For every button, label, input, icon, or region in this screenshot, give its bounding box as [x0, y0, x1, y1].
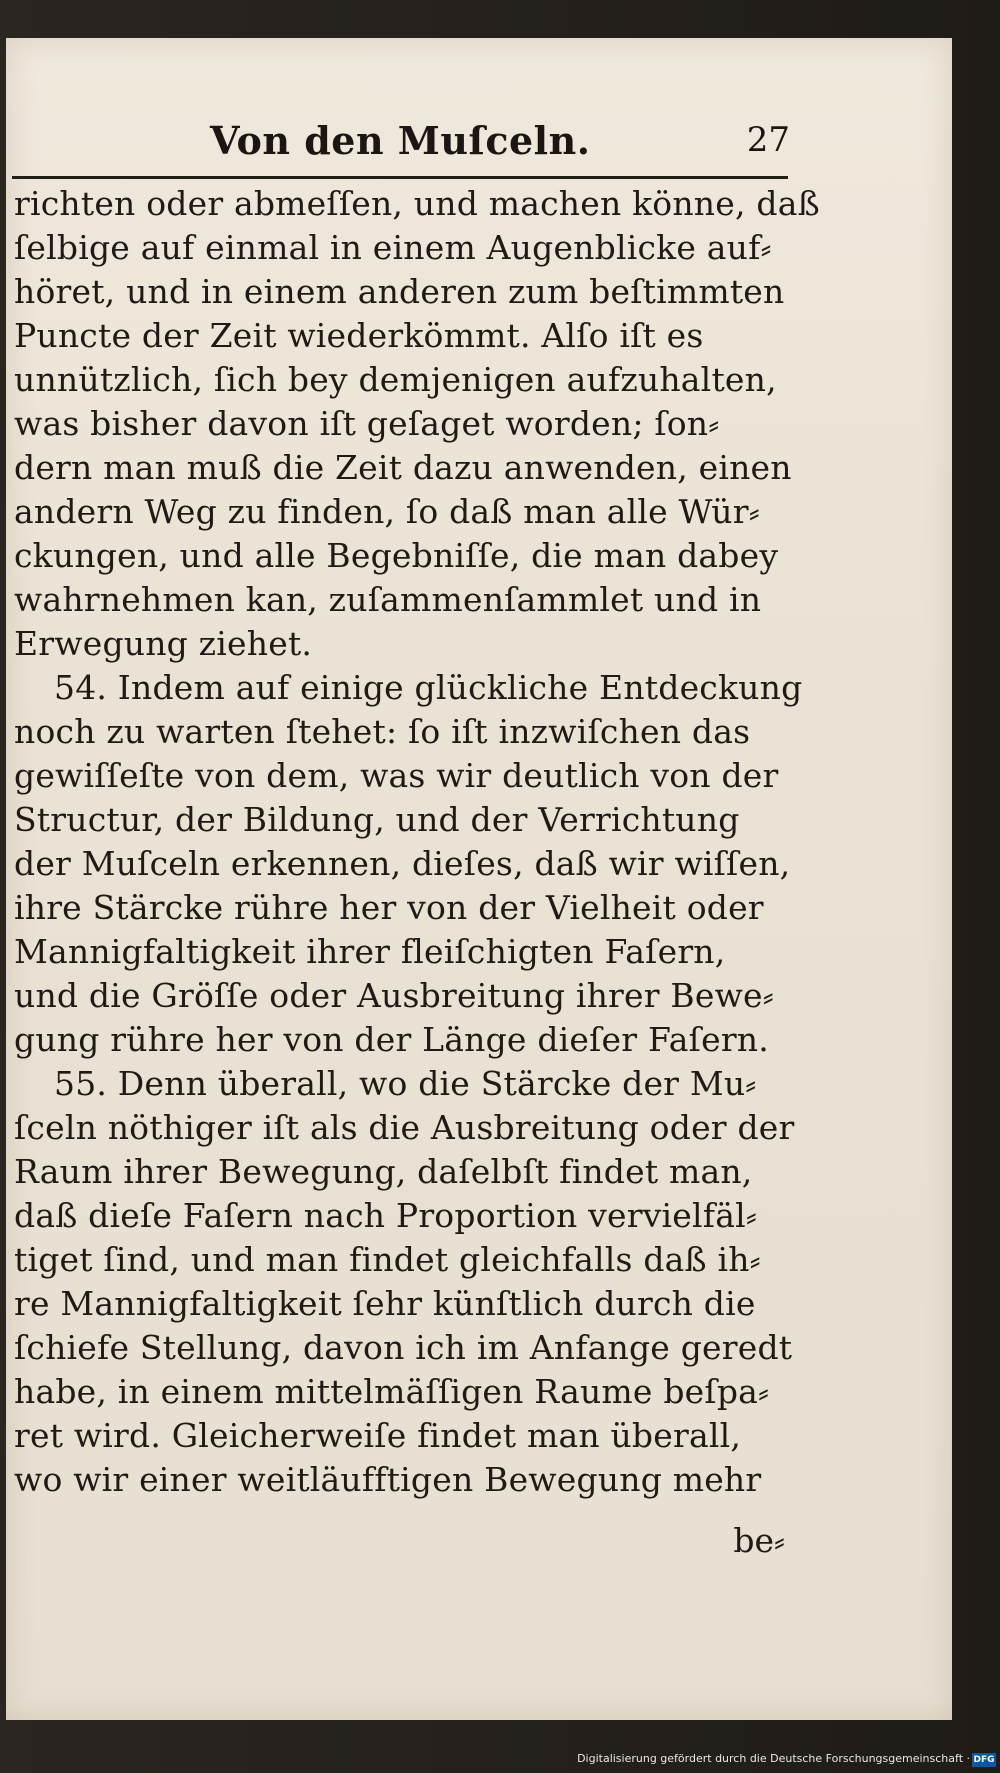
text-line: Puncte der Zeit wiederkömmt. Alſo iſt es [14, 316, 704, 355]
text-line: daß dieſe Faſern nach Proportion vervielfäl⸗ [14, 1196, 758, 1235]
body-text [14, 182, 820, 1502]
page-number: 27 [746, 120, 790, 160]
text-line: gewiſſeſte von dem, was wir deutlich von der [14, 756, 779, 795]
page-header [210, 118, 790, 174]
text-line: Raum ihrer Bewegung, daſelbſt findet man, [14, 1152, 753, 1191]
text-line: der Muſceln erkennen, dieſes, daß wir wiſſen, [14, 844, 791, 883]
text-line: noch zu warten ſtehet: ſo iſt inzwiſchen das [14, 712, 751, 751]
text-line: ckungen, und alle Begebniſſe, die man dabey [14, 536, 779, 575]
text-line: unnützlich, ſich bey demjenigen aufzuhalten, [14, 360, 777, 399]
text-line: ret wird. Gleicherweiſe findet man überall, [14, 1416, 742, 1455]
paragraph-54-start: 54. Indem auf einige glückliche Entdeckung [54, 668, 803, 707]
text-line: Mannigfaltigkeit ihrer fleiſchigten Faſern, [14, 932, 726, 971]
catchword: be⸗ [733, 1521, 785, 1560]
text-line: re Mannigfaltigkeit ſehr künſtlich durch die [14, 1284, 756, 1323]
text-line: Erwegung ziehet. [14, 624, 313, 663]
text-line: ſceln nöthiger iſt als die Ausbreitung oder der [14, 1108, 795, 1147]
text-line: dern man muß die Zeit dazu anwenden, einen [14, 448, 792, 487]
text-line: wo wir einer weitläufftigen Bewegung mehr [14, 1460, 762, 1499]
text-line: und die Gröſſe oder Ausbreitung ihrer Bewe⸗ [14, 976, 774, 1015]
text-line: ſelbige auf einmal in einem Augenblicke auf⸗ [14, 228, 772, 267]
text-line: andern Weg zu finden, ſo daß man alle Wür⸗ [14, 492, 760, 531]
header-rule [12, 176, 788, 179]
text-line: wahrnehmen kan, zuſammenſammlet und in [14, 580, 762, 619]
text-line: ſchiefe Stellung, davon ich im Anfange geredt [14, 1328, 793, 1367]
text-line: ihre Stärcke rühre her von der Vielheit oder [14, 888, 764, 927]
text-line: Structur, der Bildung, und der Verrichtung [14, 800, 740, 839]
dfg-logo: DFG [973, 1755, 995, 1765]
text-line: höret, und in einem anderen zum beſtimmten [14, 272, 785, 311]
paragraph-55-start: 55. Denn überall, wo die Stärcke der Mu⸗ [54, 1064, 757, 1103]
text-line: richten oder abmeſſen, und machen könne, daß [14, 184, 820, 223]
text-line: tiget ſind, und man findet gleichfalls daß ih⸗ [14, 1240, 761, 1279]
text-line: habe, in einem mittelmäſſigen Raume beſpa⸗ [14, 1372, 770, 1411]
digitization-credit: Digitalisierung gefördert durch die Deutsche Forschungsgemeinschaft · [577, 1752, 970, 1765]
running-head: Von den Muſceln. [210, 118, 591, 163]
text-line: gung rühre her von der Länge dieſer Faſern. [14, 1020, 769, 1059]
text-line: was bisher davon iſt geſaget worden; ſon⸗ [14, 404, 720, 443]
